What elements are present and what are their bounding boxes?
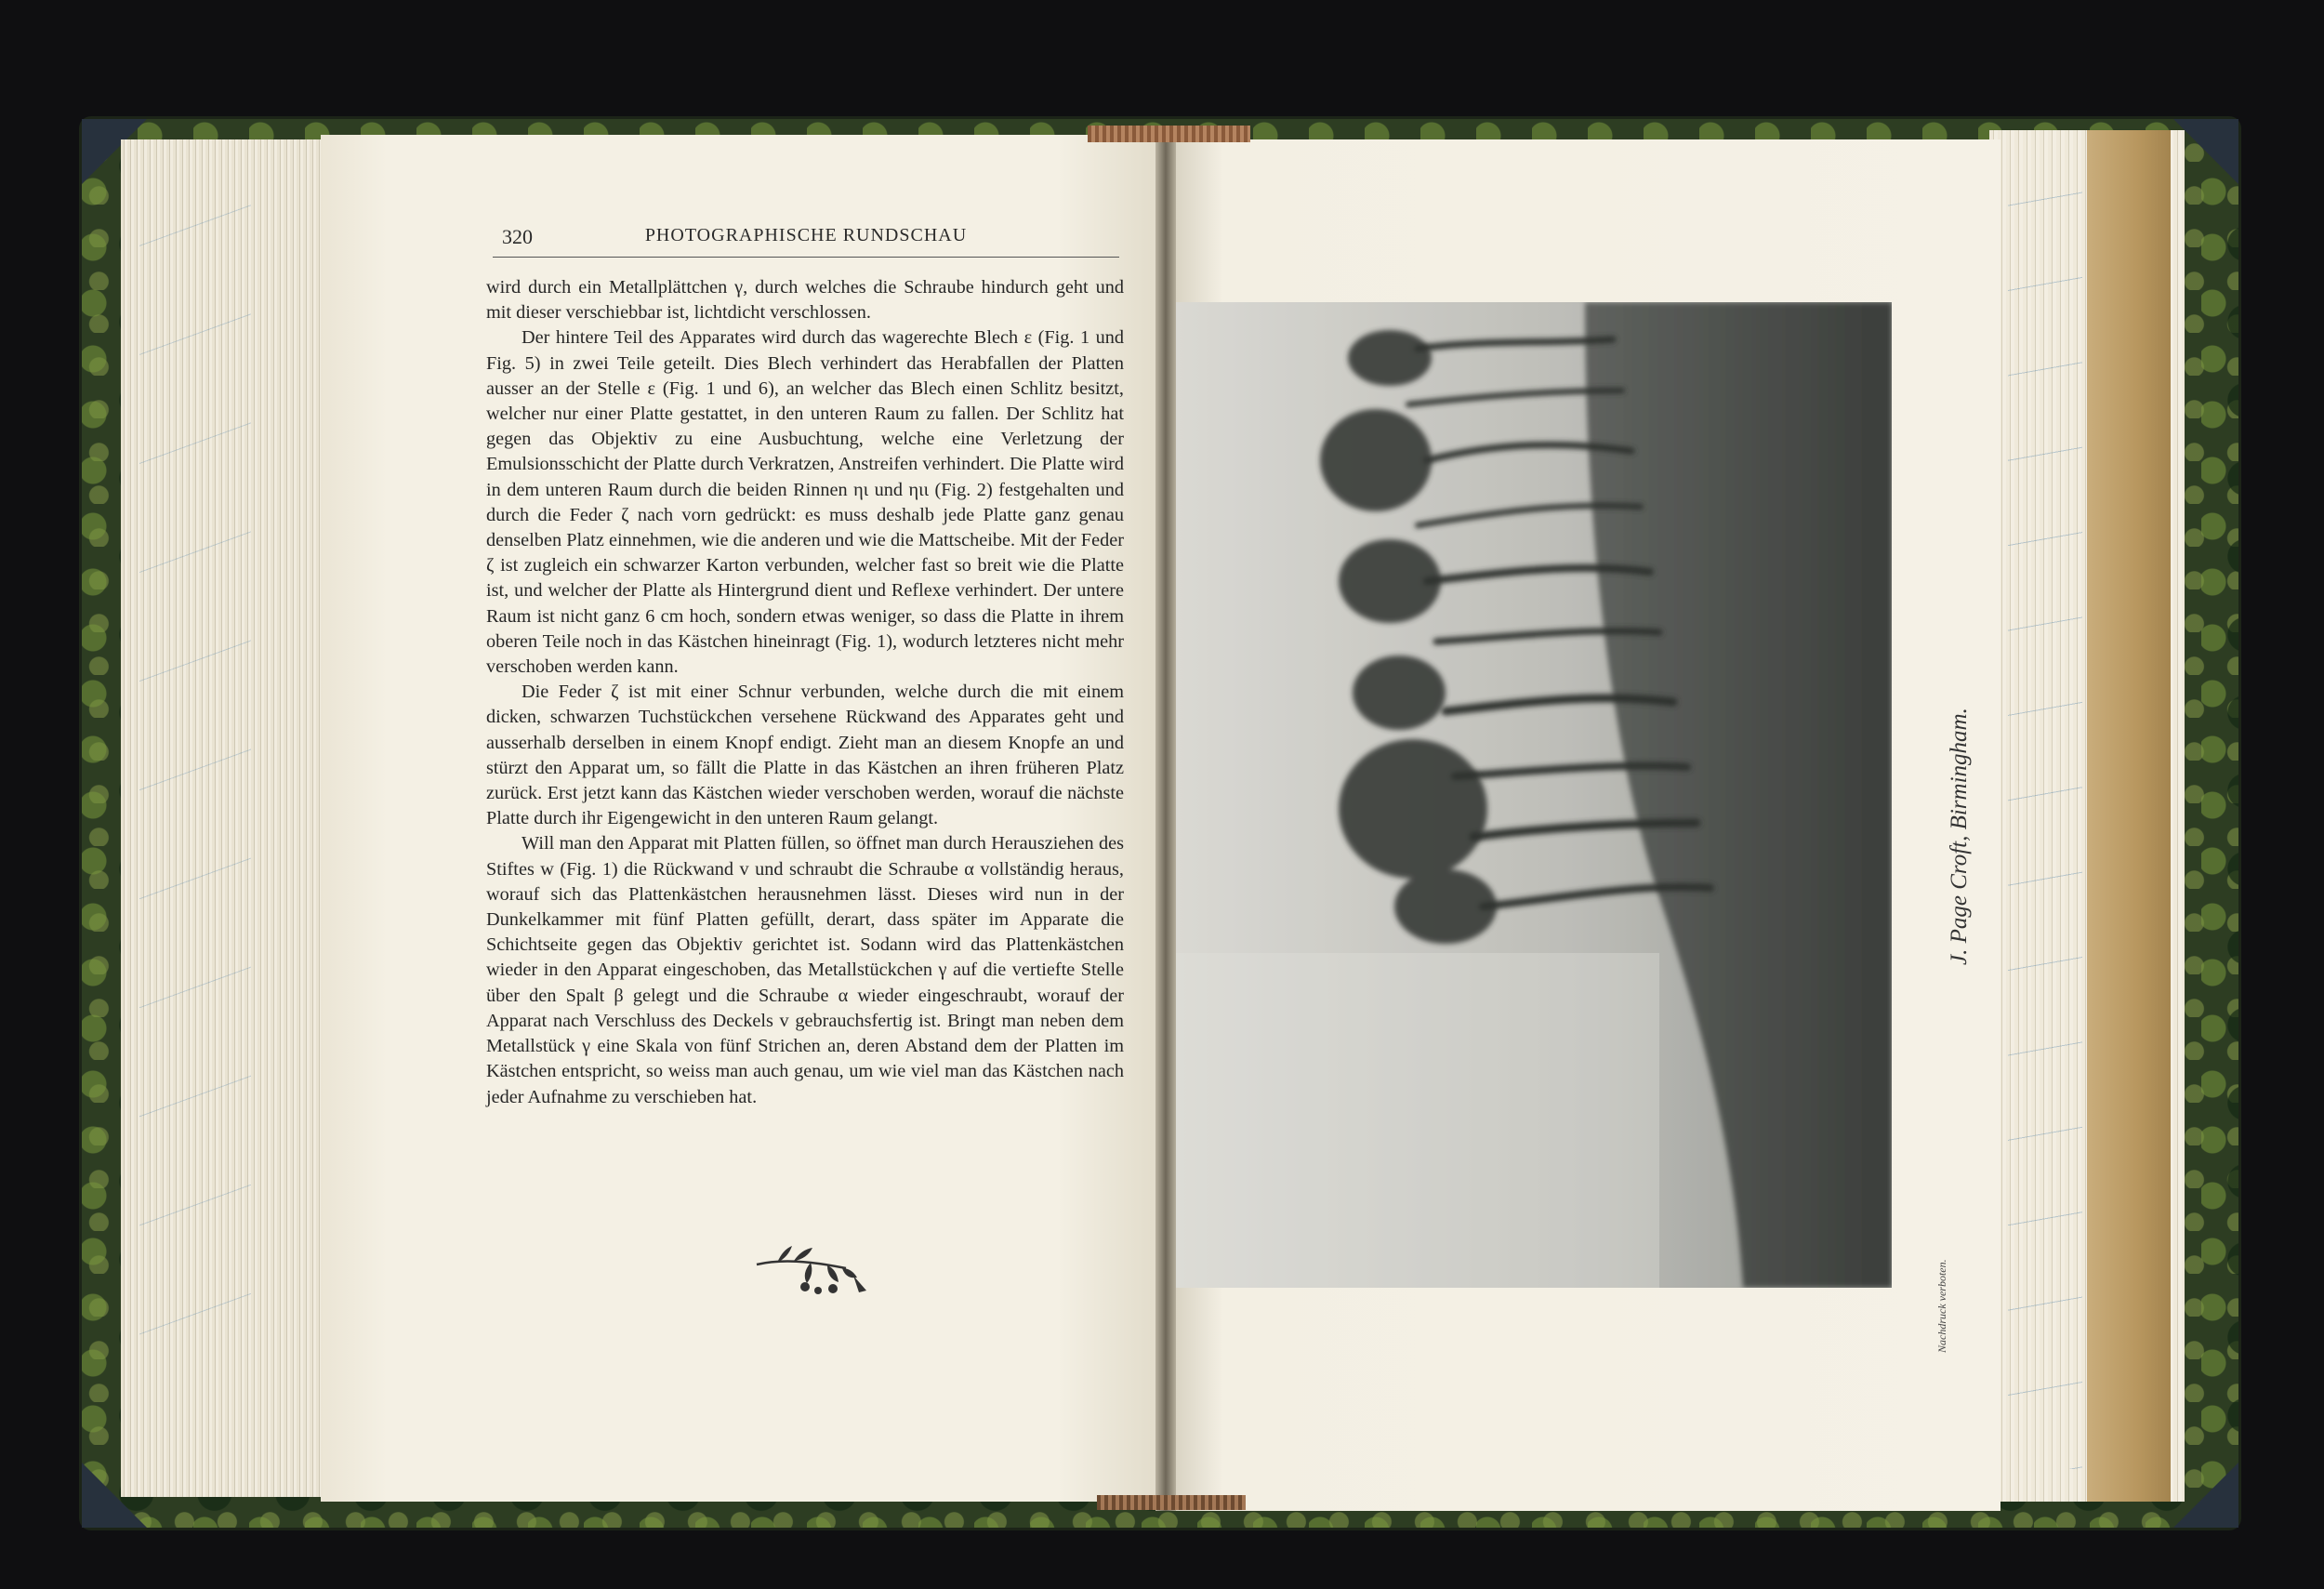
marbled-edge (2008, 167, 2082, 1469)
photograph-trees (1176, 302, 1892, 1288)
photo-caption: J. Page Croft, Birmingham. (1947, 708, 1972, 966)
paragraph: Will man den Apparat mit Platten füllen, so öffnet man durch Herausziehen des Stiftes w (Fig. 1) die Rückwand v und schraubt die Schraube α vollständig heraus, worauf sich das Plattenkästchen herausnehmen lässt. Dieses wird nun in der Dunkelkammer mit fünf Platten gefüllt, derart, dass später im Apparate die Schichtseite gegen das Objektiv gerichtet ist. Sodann wird das Plattenkästchen wieder in den Apparat eingeschoben, das Metallstückchen γ auf die vertiefte Stelle über den Spalt β gelegt und die Schraube α wieder eingeschraubt, worauf der Apparat nach Verschluss des Deckels v gebrauchsfertig ist. Bringt man neben dem Metallstück γ eine Skala von fünf Strichen an, deren Abstand dem der Platten im Kästchen entspricht, so weiss man auch genau, um wie viel man das Kästchen nach jeder Aufnahme zu verschieben hat. (486, 833, 1124, 1107)
marbled-edge (139, 186, 251, 1395)
paragraph: wird durch ein Metallplättchen γ, durch welches die Schraube hindurch geht und mit dieser verschiebbar ist, lichtdicht verschlossen. (486, 277, 1124, 324)
photograph-plate (1176, 302, 1892, 1288)
article-body (486, 275, 1124, 1110)
paragraph: Der hintere Teil des Apparates wird durch das wagerechte Blech ε (Fig. 1 und Fig. 5) in zwei Teile geteilt. Dies Blech verhindert das Herabfallen der Platten ausser an der Stelle ε (Fig. 1 und 6), an welcher das Blech einen Schlitz besitzt, welcher nur einer Platte gestattet, in den unteren Raum zu fallen. Der Schlitz hat gegen das Objektiv zu eine Ausbuchtung, welche eine Verletzung der Emulsionsschicht der Platte durch Verkratzen, Anstreifen verhindert. Die Platte wird in dem unteren Raum durch die beiden Rinnen ηι und ηιι (Fig. 2) festgehalten und durch die Feder ζ nach vorn gedrückt: es muss deshalb jede Platte ganz genau denselben Platz einnehmen, wie die anderen und wie die Mattscheibe. Mit der Feder ζ ist zugleich ein schwarzer Karton verbunden, welcher fast so breit wie die Platte ist, und welcher der Platte als Hintergrund dient und Reflexe verhindert. Der untere Raum ist nicht ganz 6 cm hoch, sondern etwas weniger, so dass die Platte in ihrem oberen Teile noch in das Kästchen hineinragt (Fig. 1), wodurch letzteres nicht mehr verschoben werden kann. (486, 327, 1124, 678)
floral-ornament-icon (753, 1235, 874, 1302)
endpaper-edge (2087, 130, 2171, 1502)
headband (1088, 126, 1250, 142)
page-number: 320 (502, 225, 533, 248)
running-head (493, 223, 1119, 258)
paragraph: Die Feder ζ ist mit einer Schnur verbunden, welche durch die mit einem dicken, schwarzen Tuchstückchen versehene Rückwand des Apparates geht und ausserhalb derselben in einem Knopf endigt. Zieht man an diesem Knopfe an und stürzt den Apparat um, so fällt die Platte in das Kästchen an ihren früheren Platz zurück. Erst jetzt kann das Kästchen wieder verschoben werden, worauf die nächste Platte durch ihr Eigengewicht in den unteren Raum gelangt. (486, 682, 1124, 829)
journal-title: PHOTOGRAPHISCHE RUNDSCHAU (644, 225, 968, 245)
reproduction-notice: Nachdruck verboten. (1935, 1259, 1948, 1354)
tailband (1097, 1495, 1246, 1510)
book-gutter (1155, 130, 1176, 1511)
